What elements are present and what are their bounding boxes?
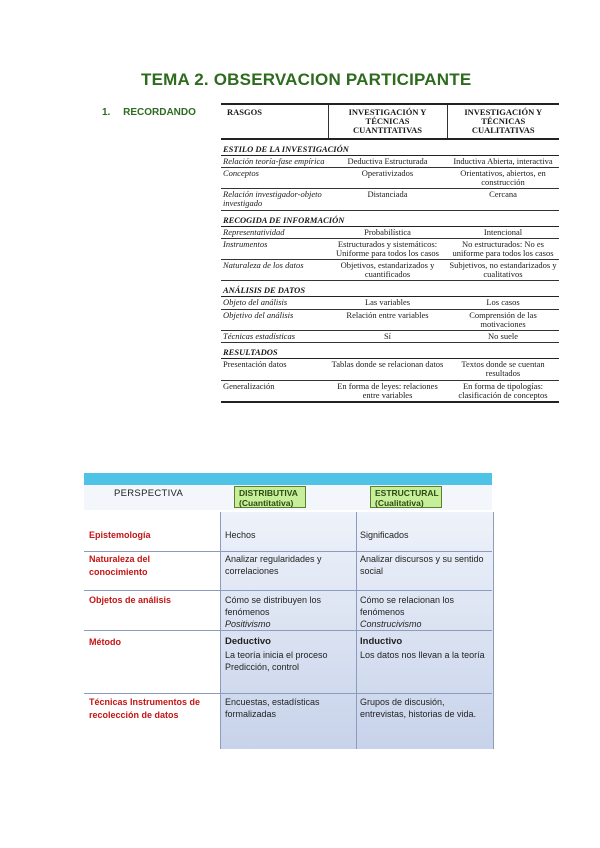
row-label: Objetos de análisis bbox=[89, 595, 172, 605]
header-distributiva bbox=[234, 486, 306, 508]
estr-cell bbox=[360, 636, 488, 661]
row-label: Técnicas Instrumentos de recolección de datos bbox=[89, 697, 201, 721]
section-title: RECOGIDA DE INFORMACIÓN bbox=[221, 210, 559, 226]
cual-cell: Inductiva Abierta, interactiva bbox=[447, 155, 559, 167]
cuant-cell: Distanciada bbox=[328, 189, 447, 210]
dist-cell: Hechos bbox=[225, 530, 256, 540]
table-top-bar bbox=[84, 473, 492, 485]
comparison-table-scanned bbox=[221, 103, 559, 403]
estr-cell: Analizar discursos y su sentido social bbox=[360, 554, 484, 577]
dist-bold: Deductivo bbox=[225, 636, 271, 647]
cuant-cell: En forma de leyes: relaciones entre variables bbox=[328, 380, 447, 402]
perspectives-table bbox=[84, 473, 492, 749]
estr-italic: Construcivismo bbox=[360, 619, 422, 630]
cuant-cell: Sí bbox=[328, 331, 447, 343]
cual-cell: Textos donde se cuentan resultados bbox=[447, 359, 559, 380]
estructural-sub: (Cualitativa) bbox=[375, 498, 424, 509]
header-perspectiva: PERSPECTIVA bbox=[114, 488, 184, 499]
rasgo-cell: Conceptos bbox=[221, 167, 328, 188]
section-title: RESULTADOS bbox=[221, 343, 559, 359]
cual-cell: En forma de tipologías: clasificación de conceptos bbox=[447, 380, 559, 402]
dist-extra: Predicción, control bbox=[225, 661, 300, 672]
rasgo-cell: Presentación datos bbox=[221, 359, 328, 380]
rasgo-cell: Objetivo del análisis bbox=[221, 309, 328, 330]
dist-cell bbox=[225, 636, 353, 673]
section-label: RECORDANDO bbox=[123, 107, 196, 118]
cuant-cell: Deductiva Estructurada bbox=[328, 155, 447, 167]
header-estructural bbox=[370, 486, 442, 508]
rasgo-cell: Representatividad bbox=[221, 226, 328, 238]
cual-cell: No suele bbox=[447, 331, 559, 343]
estr-text: Cómo se relacionan los fenómenos bbox=[360, 595, 455, 618]
row-divider bbox=[84, 590, 492, 591]
estr-bold: Inductivo bbox=[360, 636, 403, 647]
dist-text: Cómo se distribuyen los fenómenos bbox=[225, 595, 322, 618]
rasgo-cell: Instrumentos bbox=[221, 238, 328, 259]
rasgo-cell: Relación investigador-objeto investigado bbox=[221, 189, 328, 210]
cual-cell: No estructurados: No es uniforme para todos los casos bbox=[447, 238, 559, 259]
distributiva-label: DISTRIBUTIVA bbox=[239, 488, 298, 498]
row-label: Método bbox=[89, 637, 121, 647]
section-number: 1. bbox=[102, 107, 111, 118]
header-cuantitativas: INVESTIGACIÓN Y TÉCNICAS CUANTITATIVAS bbox=[328, 104, 447, 139]
estr-cell bbox=[360, 594, 488, 630]
cual-cell: Los casos bbox=[447, 297, 559, 309]
cual-cell: Cercana bbox=[447, 189, 559, 210]
estr-text: Los datos nos llevan a la teoría bbox=[360, 649, 485, 660]
cuant-cell: Operativizados bbox=[328, 167, 447, 188]
rasgo-cell: Objeto del análisis bbox=[221, 297, 328, 309]
rasgo-cell: Naturaleza de los datos bbox=[221, 260, 328, 281]
estr-cell: Significados bbox=[360, 530, 409, 540]
distributiva-sub: (Cuantitativa) bbox=[239, 498, 294, 509]
header-cualitativas: INVESTIGACIÓN Y TÉCNICAS CUALITATIVAS bbox=[447, 104, 559, 139]
cual-cell: Orientativos, abiertos, en construcción bbox=[447, 167, 559, 188]
cuant-cell: Objetivos, estandarizados y cuantificados bbox=[328, 260, 447, 281]
cuant-cell: Estructurados y sistemáticos: Uniforme para todos los casos bbox=[328, 238, 447, 259]
section-heading bbox=[102, 107, 196, 118]
row-divider bbox=[84, 693, 492, 694]
header-rasgos: RASGOS bbox=[221, 104, 328, 139]
cuant-cell: Tablas donde se relacionan datos bbox=[328, 359, 447, 380]
dist-italic: Positivismo bbox=[225, 619, 271, 630]
cuant-cell: Las variables bbox=[328, 297, 447, 309]
rasgo-cell: Generalización bbox=[221, 380, 328, 402]
dist-cell: Encuestas, estadísticas formalizadas bbox=[225, 697, 320, 720]
page-title: TEMA 2. OBSERVACION PARTICIPANTE bbox=[141, 70, 472, 89]
cual-cell: Intencional bbox=[447, 226, 559, 238]
dist-text: La teoría inicia el proceso bbox=[225, 649, 328, 660]
row-label: Naturaleza del conocimiento bbox=[89, 554, 151, 578]
cuant-cell: Relación entre variables bbox=[328, 309, 447, 330]
rasgo-cell: Técnicas estadísticas bbox=[221, 331, 328, 343]
estr-cell: Grupos de discusión, entrevistas, historias de vida. bbox=[360, 697, 477, 720]
dist-cell: Analizar regularidades y correlaciones bbox=[225, 554, 322, 577]
cual-cell: Comprensión de las motivaciones bbox=[447, 309, 559, 330]
estructural-label: ESTRUCTURAL bbox=[375, 488, 439, 498]
cual-cell: Subjetivos, no estandarizados y cualitativos bbox=[447, 260, 559, 281]
row-label: Epistemología bbox=[89, 530, 151, 540]
section-title: ESTILO DE LA INVESTIGACIÓN bbox=[221, 139, 559, 156]
section-title: ANÁLISIS DE DATOS bbox=[221, 281, 559, 297]
row-divider bbox=[84, 551, 492, 552]
cuant-cell: Probabilística bbox=[328, 226, 447, 238]
dist-cell bbox=[225, 594, 353, 630]
table-body bbox=[84, 512, 492, 749]
rasgo-cell: Relación teoría-fase empírica bbox=[221, 155, 328, 167]
